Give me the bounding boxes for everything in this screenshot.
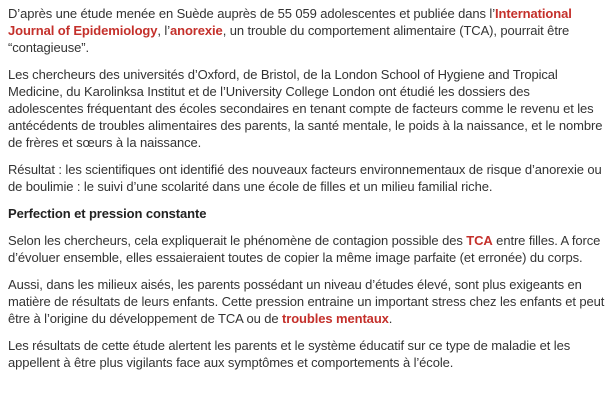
pressure-text-2: . bbox=[388, 311, 393, 326]
link-tca[interactable]: TCA bbox=[466, 233, 493, 248]
paragraph-contagion bbox=[8, 232, 606, 266]
contagion-text-1: Selon les chercheurs, cela expliquerait le phénomène de contagion possible des bbox=[8, 233, 467, 248]
intro-text-2: , l’ bbox=[157, 23, 170, 38]
link-anorexie[interactable]: anorexie bbox=[170, 23, 223, 38]
link-international-journal-of-epidemiology[interactable]: International Journal of Epidemiology bbox=[8, 6, 572, 38]
paragraph-researchers: Les chercheurs des universités d’Oxford, de Bristol, de la London School of Hygiene and Tropical Medicine, du Karolinksa Institut et de l’University College London ont étudié les dossiers des adolescentes fréquentant des écoles secondaires en tenant compte de facteurs comme le revenu et les antécédents de troubles alimentaires des parents, la santé mentale, le poids à la naissance, et le nombre de frères et sœurs à la naissance. bbox=[8, 67, 603, 150]
link-troubles-mentaux[interactable]: troubles mentaux bbox=[282, 311, 389, 326]
paragraph-conclusion: Les résultats de cette étude alertent les parents et le système éducatif sur ce type de maladie et les appellent à être plus vigilants face aux symptômes et comportements à l’école. bbox=[8, 338, 571, 370]
contagion-text-2: entre filles. A force d’évoluer ensemble, elles essaieraient toutes de copier la même image parfaite (et erronée) du corps. bbox=[8, 233, 601, 265]
paragraph-result: Résultat : les scientifiques ont identifié des nouveaux facteurs environnementaux de risque d’anorexie ou de boulimie : le suivi d’une scolarité dans une école de filles et un milieu familial riche. bbox=[8, 162, 602, 194]
pressure-text-1: Aussi, dans les milieux aisés, les parents possédant un niveau d’études élevé, sont plus exigeants en matière de résultats de leurs enfants. Cette pression entraine un important stress chez les enfants et peut être à l’origine du développement de TCA ou de bbox=[8, 277, 605, 326]
paragraph-pressure bbox=[8, 276, 606, 327]
section-heading: Perfection et pression constante bbox=[8, 206, 207, 221]
intro-text-1: D’après une étude menée en Suède auprès de 55 059 adolescentes et publiée dans l’ bbox=[8, 6, 495, 21]
intro-text-3: , un trouble du comportement alimentaire (TCA), pourrait être “contagieuse”. bbox=[8, 23, 570, 55]
paragraph-intro bbox=[8, 5, 606, 56]
